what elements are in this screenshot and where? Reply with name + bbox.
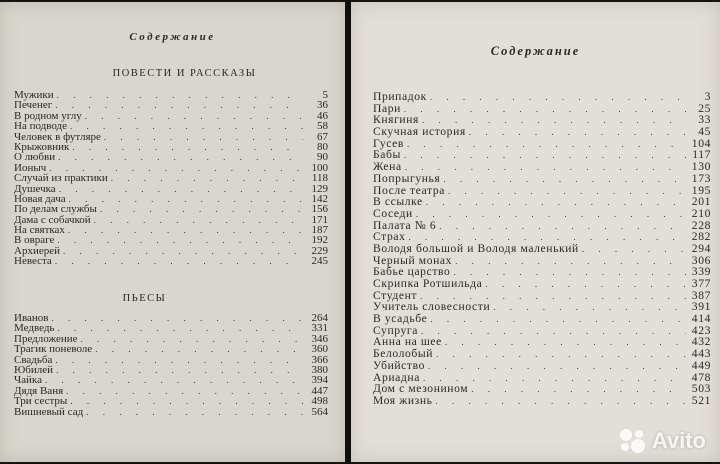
left-page-title: Содержание <box>129 31 216 43</box>
plays-toc <box>14 313 328 417</box>
toc-entry-page: 90 <box>317 151 328 164</box>
toc-entry-title: Княгиня <box>373 113 419 127</box>
toc-entry <box>373 220 711 232</box>
toc-entry-page: 192 <box>311 234 328 247</box>
toc-entry-page: 5 <box>322 89 328 101</box>
watermark-text: Avito <box>651 428 706 453</box>
toc-entry-page: 46 <box>317 109 328 122</box>
toc-entry-page: 432 <box>691 335 711 349</box>
dot-leader <box>81 334 304 344</box>
dot-leader <box>70 396 303 406</box>
toc-entry <box>14 173 328 183</box>
dot-leader <box>57 323 303 333</box>
toc-entry-title: Невеста <box>14 255 52 268</box>
toc-entry-page: 264 <box>311 312 328 324</box>
toc-entry-page: 3 <box>704 90 711 103</box>
toc-entry-title: По делам службы <box>14 203 97 216</box>
toc-entry-page: 380 <box>311 363 328 376</box>
left-page <box>0 2 345 462</box>
toc-entry-title: В усадьбе <box>373 312 428 326</box>
dot-leader <box>55 100 303 110</box>
toc-entry-title: Иванов <box>14 312 49 324</box>
toc-entry-title: Анна на шее <box>373 335 442 349</box>
toc-entry <box>373 185 711 197</box>
toc-entry-title: Вишневый сад <box>14 405 84 418</box>
toc-entry-page: 306 <box>691 253 711 267</box>
toc-entry-title: В ссылке <box>373 195 423 209</box>
toc-entry-title: Душечка <box>14 182 56 195</box>
toc-entry-title: Свадьба <box>14 353 53 366</box>
toc-entry-page: 156 <box>311 203 328 216</box>
toc-entry-page: 58 <box>317 120 328 133</box>
right-page <box>351 2 720 462</box>
toc-entry <box>14 121 328 131</box>
toc-entry-page: 210 <box>691 206 711 220</box>
toc-entry-title: Бабье царство <box>373 265 451 279</box>
toc-entry-page: 478 <box>691 370 711 384</box>
toc-entry-page: 449 <box>691 358 711 372</box>
dot-leader <box>111 173 303 183</box>
toc-entry-page: 521 <box>691 393 711 407</box>
dot-leader <box>86 407 303 417</box>
toc-entry-title: Крыжовник <box>14 140 70 153</box>
toc-entry <box>373 243 711 255</box>
toc-entry <box>14 407 328 417</box>
dot-leader <box>57 235 303 245</box>
toc-entry-title: Архиерей <box>14 244 60 257</box>
toc-entry-title: В родном углу <box>14 109 82 122</box>
toc-entry-page: 346 <box>311 332 328 345</box>
toc-entry-title: Мужики <box>14 89 54 101</box>
toc-entry-title: В овраге <box>14 234 55 247</box>
toc-entry <box>14 246 328 256</box>
dot-leader <box>63 246 303 256</box>
toc-entry-title: Печенег <box>14 99 53 112</box>
toc-entry-page: 117 <box>692 148 711 162</box>
dot-leader <box>55 256 303 266</box>
toc-entry-title: Палата № 6 <box>373 218 437 232</box>
toc-entry-title: Убийство <box>373 358 425 372</box>
toc-entry-page: 282 <box>691 230 711 244</box>
avito-logo-icon <box>618 428 648 454</box>
toc-entry <box>373 138 711 150</box>
stories-heading: ПОВЕСТИ И РАССКАЗЫ <box>112 68 257 79</box>
toc-entry-page: 45 <box>698 125 711 139</box>
toc-entry-title: Страх <box>373 230 406 244</box>
plays-heading: ПЬЕСЫ <box>122 293 167 304</box>
toc-entry-title: Дом с мезонином <box>373 382 469 396</box>
toc-entry <box>14 344 328 354</box>
toc-entry-title: Соседи <box>373 206 413 220</box>
toc-entry-title: Супруга <box>373 323 418 337</box>
toc-entry <box>14 256 328 266</box>
toc-entry-page: 366 <box>311 353 328 366</box>
dot-leader <box>69 194 303 204</box>
dot-leader <box>56 365 303 375</box>
toc-entry-page: 171 <box>311 213 328 226</box>
toc-entry <box>14 313 328 323</box>
toc-entry-page: 129 <box>311 182 328 195</box>
toc-entry <box>373 91 711 103</box>
toc-entry-title: Белолобый <box>373 347 434 361</box>
dot-leader <box>85 111 303 121</box>
toc-entry-page: 331 <box>311 322 328 335</box>
toc-entry <box>373 103 711 115</box>
toc-entry-title: Трагик поневоле <box>14 343 93 356</box>
toc-entry-title: На святках <box>14 224 65 237</box>
toc-entry-page: 503 <box>691 382 711 396</box>
toc-entry <box>373 126 711 138</box>
toc-entry-page: 391 <box>691 300 711 314</box>
toc-entry-page: 443 <box>691 347 711 361</box>
toc-entry-title: Жена <box>373 160 402 174</box>
toc-entry <box>373 208 711 220</box>
toc-entry-page: 229 <box>311 244 328 257</box>
toc-entry-title: Предложение <box>14 332 78 345</box>
dot-leader <box>72 142 303 152</box>
toc-entry <box>373 360 711 372</box>
dot-leader <box>70 121 303 131</box>
toc-entry-page: 447 <box>311 384 328 397</box>
toc-entry-page: 80 <box>317 140 328 153</box>
toc-entry-title: Черный монах <box>373 253 453 267</box>
toc-entry-page: 387 <box>691 288 711 302</box>
toc-entry-title: Случай из практики <box>14 172 108 185</box>
dot-leader <box>51 313 303 323</box>
toc-entry-page: 104 <box>691 136 711 150</box>
toc-entry-page: 423 <box>691 323 711 337</box>
toc-entry-page: 36 <box>317 99 328 112</box>
toc-entry <box>14 142 328 152</box>
dot-leader <box>45 375 303 385</box>
toc-entry-title: Студент <box>373 288 418 302</box>
dot-leader <box>104 132 303 142</box>
toc-entry-title: Три сестры <box>14 395 68 408</box>
toc-entry-title: Медведь <box>14 322 55 335</box>
right-toc <box>373 91 711 407</box>
toc-entry-title: Новая дача <box>14 192 66 205</box>
toc-entry-page: 33 <box>698 113 711 127</box>
toc-entry-page: 245 <box>311 255 328 268</box>
toc-entry-page: 360 <box>311 343 328 356</box>
stories-toc <box>14 90 328 267</box>
toc-entry-page: 339 <box>691 265 711 279</box>
toc-entry-page: 100 <box>311 161 328 174</box>
toc-entry-page: 294 <box>691 241 711 255</box>
toc-entry-title: Ионыч <box>14 161 47 174</box>
toc-entry-page: 187 <box>311 224 328 237</box>
toc-entry <box>14 225 328 235</box>
toc-entry-title: Скучная история <box>373 125 466 139</box>
dot-leader <box>59 184 303 194</box>
toc-entry-title: Человек в футляре <box>14 130 101 143</box>
toc-entry-title: Учитель словесности <box>373 300 491 314</box>
toc-entry-title: Ариадна <box>373 370 420 384</box>
dot-leader <box>66 386 303 396</box>
toc-entry-title: На подводе <box>14 120 68 133</box>
toc-entry-title: Юбилей <box>14 363 54 376</box>
toc-entry-page: 130 <box>691 160 711 174</box>
toc-entry-page: 195 <box>691 183 711 197</box>
toc-entry-page: 173 <box>691 171 711 185</box>
toc-entry <box>14 355 328 365</box>
toc-entry-title: Припадок <box>373 90 427 103</box>
right-page-title: Содержание <box>490 44 581 58</box>
toc-entry-title: Володя большой и Володя маленький <box>373 241 579 255</box>
toc-entry <box>373 395 711 407</box>
toc-entry-title: Чайка <box>14 374 42 387</box>
toc-entry <box>373 173 711 185</box>
dot-leader <box>94 215 303 225</box>
dot-leader <box>58 152 303 162</box>
avito-watermark <box>618 428 706 454</box>
toc-entry-title: Попрыгунья <box>373 171 441 185</box>
toc-entry-title: Дядя Ваня <box>14 384 64 397</box>
dot-leader <box>95 344 303 354</box>
dot-leader <box>55 355 303 365</box>
toc-entry-page: 564 <box>311 405 328 418</box>
toc-entry-page: 118 <box>311 172 328 185</box>
toc-entry-title: Дама с собачкой <box>14 213 91 226</box>
toc-entry-title: Моя жизнь <box>373 393 433 407</box>
dot-leader <box>57 90 303 100</box>
toc-entry <box>373 313 711 325</box>
toc-entry <box>14 235 328 245</box>
toc-entry <box>14 396 328 406</box>
dot-leader <box>436 396 686 408</box>
toc-entry-page: 414 <box>691 312 711 326</box>
toc-entry-title: О любви <box>14 151 56 164</box>
dot-leader <box>68 225 303 235</box>
toc-entry <box>373 278 711 290</box>
toc-entry-title: Бабы <box>373 148 401 162</box>
toc-entry-title: Пари <box>373 101 401 115</box>
toc-entry-page: 142 <box>311 192 328 205</box>
toc-entry-title: Скрипка Ротшильда <box>373 277 483 290</box>
toc-entry-page: 201 <box>691 195 711 209</box>
toc-entry-page: 377 <box>691 277 711 290</box>
toc-entry-page: 498 <box>311 395 328 408</box>
toc-entry-title: После театра <box>373 183 445 197</box>
toc-entry <box>14 152 328 162</box>
toc-entry-page: 67 <box>317 130 328 143</box>
dot-leader <box>100 204 303 214</box>
toc-entry <box>373 149 711 161</box>
toc-entry-title: Гусев <box>373 136 404 150</box>
toc-entry <box>14 90 328 100</box>
toc-entry <box>14 365 328 375</box>
toc-entry-page: 25 <box>698 101 711 115</box>
toc-entry-page: 394 <box>311 374 328 387</box>
toc-entry-page: 228 <box>691 218 711 232</box>
toc-entry <box>373 196 711 208</box>
